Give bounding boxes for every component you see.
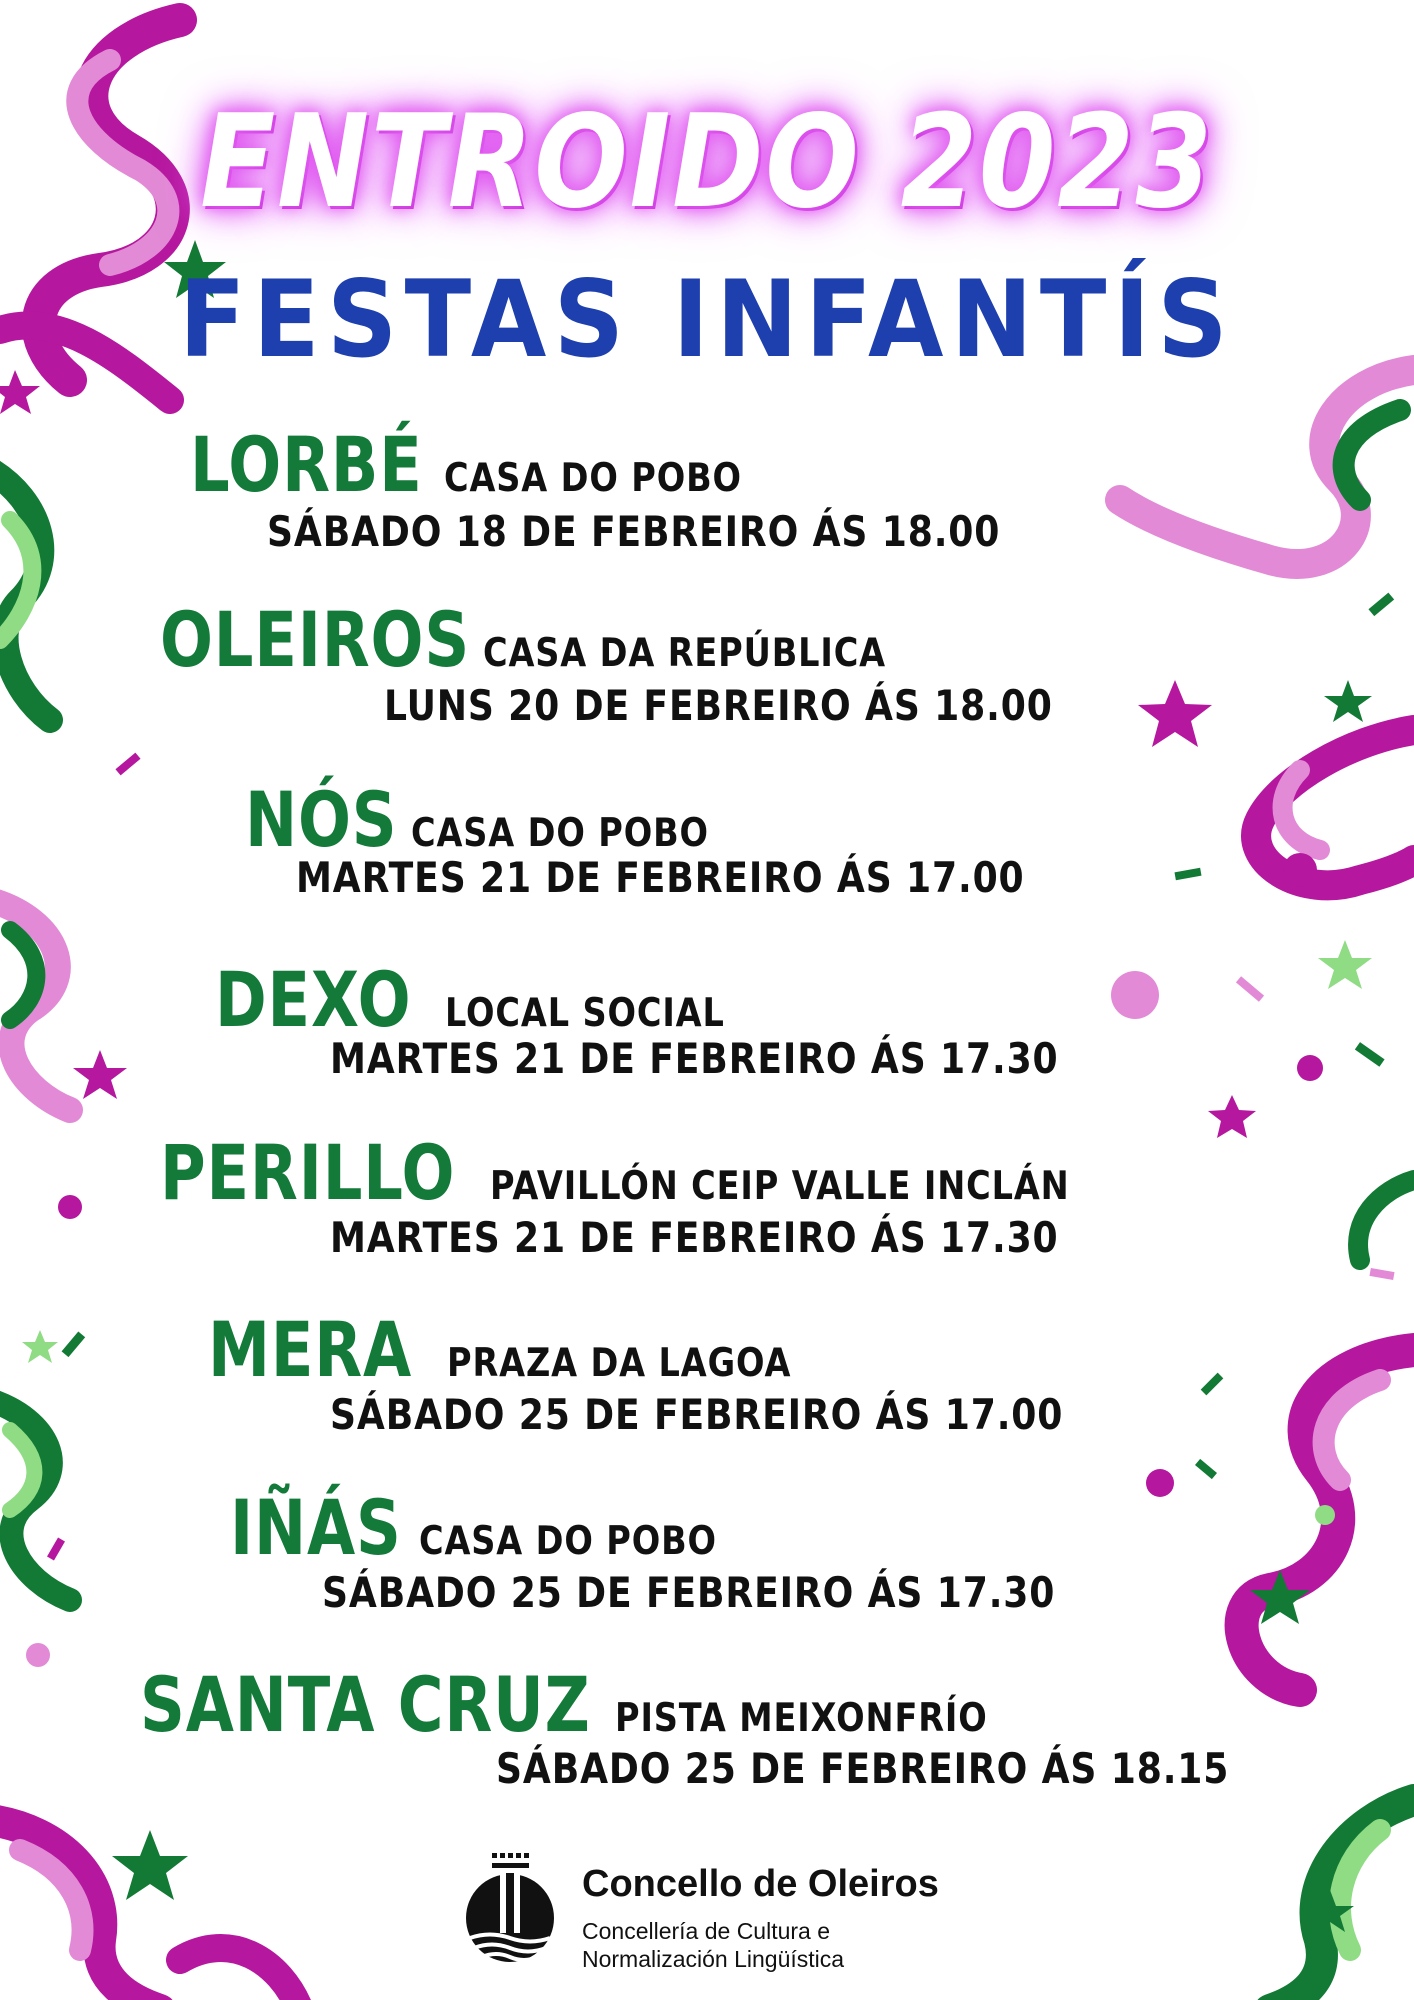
- event-place: MERA: [208, 1305, 413, 1394]
- event-date: SÁBADO 25 DE FEBREIRO ÁS 17.00: [330, 1390, 1064, 1439]
- event-venue: CASA DO POBO: [419, 1519, 718, 1564]
- department-line: Concellería de Cultura e: [582, 1918, 831, 1944]
- event-date: SÁBADO 25 DE FEBREIRO ÁS 17.30: [322, 1568, 1056, 1617]
- event-date: SÁBADO 18 DE FEBREIRO ÁS 18.00: [267, 507, 1001, 556]
- event-venue: CASA DA REPÚBLICA: [483, 631, 887, 676]
- concello-oleiros-emblem-icon: [462, 1853, 558, 1973]
- event-item: [215, 955, 770, 1044]
- event-venue: PAVILLÓN CEIP VALLE INCLÁN: [490, 1164, 1070, 1209]
- event-date: MARTES 21 DE FEBREIRO ÁS 17.30: [330, 1034, 1059, 1083]
- event-item: [160, 595, 952, 684]
- event-place: OLEIROS: [160, 595, 471, 684]
- department-name: [582, 1917, 844, 1973]
- event-item: [140, 1660, 1048, 1749]
- event-place: SANTA CRUZ: [140, 1660, 591, 1749]
- page-title: ENTROIDO 2023: [200, 88, 1214, 237]
- event-date: MARTES 21 DE FEBREIRO ÁS 17.00: [296, 853, 1025, 902]
- event-venue: PRAZA DA LAGOA: [446, 1341, 792, 1386]
- event-place: PERILLO: [160, 1128, 456, 1217]
- page-subtitle: FESTAS INFANTÍS: [179, 258, 1235, 381]
- event-venue: CASA DO POBO: [443, 456, 742, 501]
- event-place: NÓS: [245, 775, 398, 864]
- event-date: LUNS 20 DE FEBREIRO ÁS 18.00: [384, 681, 1053, 730]
- event-venue: CASA DO POBO: [410, 811, 709, 856]
- event-venue: LOCAL SOCIAL: [444, 991, 725, 1036]
- event-item: [190, 420, 790, 509]
- event-date: MARTES 21 DE FEBREIRO ÁS 17.30: [330, 1213, 1059, 1262]
- event-item: [208, 1305, 847, 1394]
- event-date: SÁBADO 25 DE FEBREIRO ÁS 18.15: [496, 1744, 1230, 1793]
- department-line: Normalización Lingüística: [582, 1946, 845, 1972]
- event-place: DEXO: [215, 955, 412, 1044]
- organization-name: Concello de Oleiros: [582, 1863, 939, 1905]
- event-item: [245, 775, 757, 864]
- event-place: IÑÁS: [230, 1483, 402, 1572]
- event-item: [160, 1128, 1164, 1217]
- event-venue: PISTA MEIXONFRÍO: [614, 1696, 988, 1741]
- streamer-icon: [0, 470, 70, 1600]
- event-place: LORBÉ: [190, 420, 423, 509]
- event-item: [230, 1483, 766, 1572]
